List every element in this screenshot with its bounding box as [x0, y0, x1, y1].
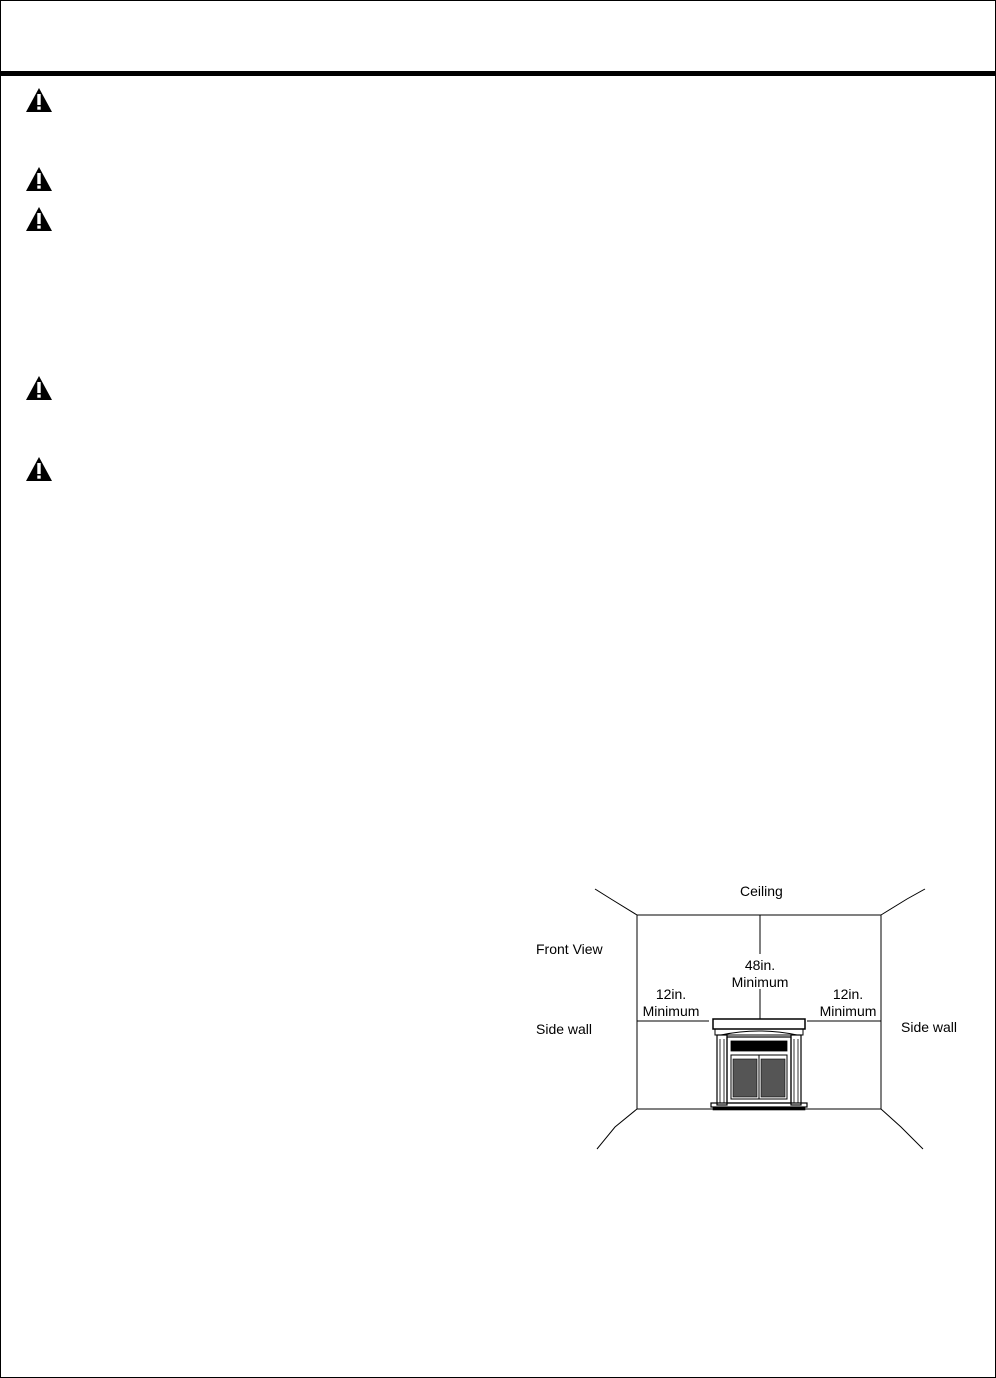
front-view-label: Front View [536, 941, 603, 957]
warning-icon [25, 456, 53, 482]
right-clearance-value: 12in. [832, 986, 864, 1002]
room-outline [531, 877, 967, 1157]
left-clearance-value: 12in. [655, 986, 687, 1002]
warning-icon [25, 166, 53, 192]
right-clearance-unit: Minimum [819, 1003, 877, 1019]
clearance-diagram [531, 877, 967, 1157]
left-clearance-unit: Minimum [642, 1003, 700, 1019]
left-side-wall-label: Side wall [536, 1021, 593, 1037]
fireplace-illustration [711, 1019, 807, 1110]
header-rule [1, 71, 995, 76]
warning-icon [25, 87, 53, 113]
warning-icon [25, 206, 53, 232]
top-clearance-unit: Minimum [731, 974, 789, 990]
warning-icon [25, 375, 53, 401]
right-side-wall-label: Side wall [901, 1019, 958, 1035]
top-clearance-value: 48in. [744, 957, 776, 973]
ceiling-label: Ceiling [740, 883, 783, 899]
